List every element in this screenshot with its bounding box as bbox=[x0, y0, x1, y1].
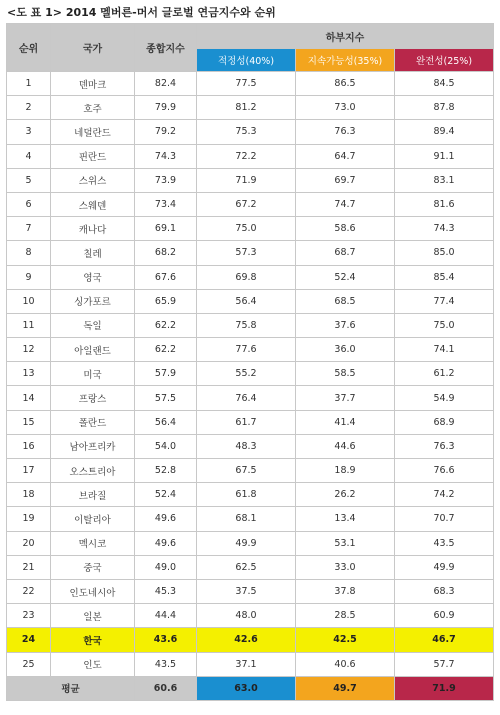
header-sub-index: 하부지수 bbox=[197, 24, 494, 49]
cell-sustainability: 13.4 bbox=[296, 507, 395, 531]
cell-sustainability: 41.4 bbox=[296, 410, 395, 434]
table-row bbox=[7, 241, 494, 265]
cell-integrity: 83.1 bbox=[395, 168, 494, 192]
cell-integrity: 74.2 bbox=[395, 483, 494, 507]
cell-rank: 5 bbox=[7, 168, 51, 192]
header-sustainability: 지속가능성(35%) bbox=[296, 49, 395, 72]
cell-sustainability: 64.7 bbox=[296, 144, 395, 168]
cell-country: 인도 bbox=[51, 652, 135, 676]
cell-total: 49.0 bbox=[135, 555, 197, 579]
cell-sustainability: 37.8 bbox=[296, 579, 395, 603]
cell-sustainability: 26.2 bbox=[296, 483, 395, 507]
cell-rank: 25 bbox=[7, 652, 51, 676]
table-row bbox=[7, 144, 494, 168]
cell-country: 핀란드 bbox=[51, 144, 135, 168]
header-adequacy: 적정성(40%) bbox=[197, 49, 296, 72]
cell-adequacy: 68.1 bbox=[197, 507, 296, 531]
cell-rank: 23 bbox=[7, 604, 51, 628]
table-row bbox=[7, 192, 494, 216]
cell-adequacy: 77.5 bbox=[197, 72, 296, 96]
cell-sustainability: 37.7 bbox=[296, 386, 395, 410]
cell-country: 덴마크 bbox=[51, 72, 135, 96]
cell-country: 폴란드 bbox=[51, 410, 135, 434]
cell-total: 62.2 bbox=[135, 338, 197, 362]
cell-country: 멕시코 bbox=[51, 531, 135, 555]
table-row bbox=[7, 483, 494, 507]
cell-sustainability: 42.5 bbox=[296, 628, 395, 652]
average-total: 60.6 bbox=[135, 676, 197, 700]
cell-rank: 17 bbox=[7, 459, 51, 483]
cell-total: 49.6 bbox=[135, 507, 197, 531]
cell-country: 캐나다 bbox=[51, 217, 135, 241]
cell-country: 네덜란드 bbox=[51, 120, 135, 144]
cell-sustainability: 74.7 bbox=[296, 192, 395, 216]
cell-country: 이탈리아 bbox=[51, 507, 135, 531]
cell-country: 중국 bbox=[51, 555, 135, 579]
cell-total: 57.5 bbox=[135, 386, 197, 410]
cell-adequacy: 62.5 bbox=[197, 555, 296, 579]
cell-country: 독일 bbox=[51, 313, 135, 337]
cell-integrity: 60.9 bbox=[395, 604, 494, 628]
cell-integrity: 68.3 bbox=[395, 579, 494, 603]
cell-total: 43.5 bbox=[135, 652, 197, 676]
cell-integrity: 75.0 bbox=[395, 313, 494, 337]
cell-rank: 15 bbox=[7, 410, 51, 434]
cell-integrity: 74.3 bbox=[395, 217, 494, 241]
cell-adequacy: 76.4 bbox=[197, 386, 296, 410]
cell-integrity: 85.0 bbox=[395, 241, 494, 265]
cell-total: 82.4 bbox=[135, 72, 197, 96]
cell-sustainability: 68.7 bbox=[296, 241, 395, 265]
cell-rank: 21 bbox=[7, 555, 51, 579]
cell-adequacy: 42.6 bbox=[197, 628, 296, 652]
table-row bbox=[7, 265, 494, 289]
cell-total: 67.6 bbox=[135, 265, 197, 289]
cell-rank: 24 bbox=[7, 628, 51, 652]
table-row bbox=[7, 168, 494, 192]
cell-rank: 11 bbox=[7, 313, 51, 337]
cell-sustainability: 86.5 bbox=[296, 72, 395, 96]
cell-sustainability: 18.9 bbox=[296, 459, 395, 483]
cell-total: 44.4 bbox=[135, 604, 197, 628]
cell-total: 79.2 bbox=[135, 120, 197, 144]
table-body bbox=[7, 72, 494, 677]
cell-country: 칠레 bbox=[51, 241, 135, 265]
cell-integrity: 76.3 bbox=[395, 434, 494, 458]
average-integrity: 71.9 bbox=[395, 676, 494, 700]
cell-adequacy: 61.7 bbox=[197, 410, 296, 434]
cell-sustainability: 28.5 bbox=[296, 604, 395, 628]
cell-rank: 14 bbox=[7, 386, 51, 410]
cell-rank: 20 bbox=[7, 531, 51, 555]
table-row bbox=[7, 459, 494, 483]
table-row bbox=[7, 410, 494, 434]
cell-total: 45.3 bbox=[135, 579, 197, 603]
header-total: 종합지수 bbox=[135, 24, 197, 72]
cell-integrity: 84.5 bbox=[395, 72, 494, 96]
cell-adequacy: 49.9 bbox=[197, 531, 296, 555]
cell-total: 69.1 bbox=[135, 217, 197, 241]
cell-sustainability: 33.0 bbox=[296, 555, 395, 579]
table-row bbox=[7, 386, 494, 410]
cell-adequacy: 81.2 bbox=[197, 96, 296, 120]
cell-integrity: 85.4 bbox=[395, 265, 494, 289]
cell-country: 프랑스 bbox=[51, 386, 135, 410]
cell-total: 79.9 bbox=[135, 96, 197, 120]
cell-sustainability: 58.5 bbox=[296, 362, 395, 386]
table-row bbox=[7, 434, 494, 458]
table-row bbox=[7, 652, 494, 676]
cell-adequacy: 72.2 bbox=[197, 144, 296, 168]
cell-total: 54.0 bbox=[135, 434, 197, 458]
cell-total: 65.9 bbox=[135, 289, 197, 313]
cell-total: 49.6 bbox=[135, 531, 197, 555]
cell-adequacy: 48.0 bbox=[197, 604, 296, 628]
cell-sustainability: 37.6 bbox=[296, 313, 395, 337]
table-row bbox=[7, 120, 494, 144]
cell-sustainability: 53.1 bbox=[296, 531, 395, 555]
cell-adequacy: 55.2 bbox=[197, 362, 296, 386]
cell-rank: 6 bbox=[7, 192, 51, 216]
cell-country: 호주 bbox=[51, 96, 135, 120]
cell-sustainability: 68.5 bbox=[296, 289, 395, 313]
cell-rank: 7 bbox=[7, 217, 51, 241]
cell-adequacy: 67.2 bbox=[197, 192, 296, 216]
cell-sustainability: 73.0 bbox=[296, 96, 395, 120]
cell-total: 52.8 bbox=[135, 459, 197, 483]
table-row bbox=[7, 96, 494, 120]
cell-integrity: 68.9 bbox=[395, 410, 494, 434]
cell-sustainability: 76.3 bbox=[296, 120, 395, 144]
cell-integrity: 74.1 bbox=[395, 338, 494, 362]
cell-total: 73.9 bbox=[135, 168, 197, 192]
cell-rank: 9 bbox=[7, 265, 51, 289]
cell-adequacy: 75.8 bbox=[197, 313, 296, 337]
cell-rank: 18 bbox=[7, 483, 51, 507]
cell-total: 62.2 bbox=[135, 313, 197, 337]
average-sustainability: 49.7 bbox=[296, 676, 395, 700]
cell-adequacy: 67.5 bbox=[197, 459, 296, 483]
cell-country: 스위스 bbox=[51, 168, 135, 192]
table-row bbox=[7, 72, 494, 96]
cell-integrity: 61.2 bbox=[395, 362, 494, 386]
cell-adequacy: 57.3 bbox=[197, 241, 296, 265]
cell-integrity: 87.8 bbox=[395, 96, 494, 120]
cell-total: 74.3 bbox=[135, 144, 197, 168]
average-adequacy: 63.0 bbox=[197, 676, 296, 700]
cell-integrity: 46.7 bbox=[395, 628, 494, 652]
cell-country: 미국 bbox=[51, 362, 135, 386]
cell-integrity: 70.7 bbox=[395, 507, 494, 531]
table-row-highlighted bbox=[7, 628, 494, 652]
cell-rank: 3 bbox=[7, 120, 51, 144]
cell-rank: 16 bbox=[7, 434, 51, 458]
cell-adequacy: 69.8 bbox=[197, 265, 296, 289]
cell-sustainability: 40.6 bbox=[296, 652, 395, 676]
table-row bbox=[7, 579, 494, 603]
cell-country: 아일랜드 bbox=[51, 338, 135, 362]
table-title: <도 표 1> 2014 멜버른-머서 글로벌 연금지수와 순위 bbox=[7, 6, 276, 19]
cell-adequacy: 71.9 bbox=[197, 168, 296, 192]
cell-rank: 8 bbox=[7, 241, 51, 265]
table-row bbox=[7, 531, 494, 555]
cell-rank: 4 bbox=[7, 144, 51, 168]
cell-country: 한국 bbox=[51, 628, 135, 652]
table-row bbox=[7, 338, 494, 362]
header-rank: 순위 bbox=[7, 24, 51, 72]
cell-integrity: 54.9 bbox=[395, 386, 494, 410]
cell-total: 43.6 bbox=[135, 628, 197, 652]
cell-country: 브라질 bbox=[51, 483, 135, 507]
cell-country: 일본 bbox=[51, 604, 135, 628]
cell-adequacy: 37.5 bbox=[197, 579, 296, 603]
cell-adequacy: 56.4 bbox=[197, 289, 296, 313]
cell-sustainability: 69.7 bbox=[296, 168, 395, 192]
cell-country: 인도네시아 bbox=[51, 579, 135, 603]
cell-rank: 22 bbox=[7, 579, 51, 603]
header-integrity: 완전성(25%) bbox=[395, 49, 494, 72]
cell-integrity: 89.4 bbox=[395, 120, 494, 144]
cell-integrity: 81.6 bbox=[395, 192, 494, 216]
cell-adequacy: 75.3 bbox=[197, 120, 296, 144]
table-row bbox=[7, 507, 494, 531]
cell-integrity: 77.4 bbox=[395, 289, 494, 313]
table-row bbox=[7, 313, 494, 337]
cell-adequacy: 48.3 bbox=[197, 434, 296, 458]
cell-adequacy: 37.1 bbox=[197, 652, 296, 676]
cell-sustainability: 52.4 bbox=[296, 265, 395, 289]
cell-country: 남아프리카 bbox=[51, 434, 135, 458]
cell-integrity: 91.1 bbox=[395, 144, 494, 168]
cell-country: 스웨덴 bbox=[51, 192, 135, 216]
cell-adequacy: 61.8 bbox=[197, 483, 296, 507]
cell-country: 싱가포르 bbox=[51, 289, 135, 313]
table-row bbox=[7, 604, 494, 628]
average-label: 평균 bbox=[7, 676, 135, 700]
table-row bbox=[7, 289, 494, 313]
table-row bbox=[7, 217, 494, 241]
cell-total: 57.9 bbox=[135, 362, 197, 386]
cell-total: 73.4 bbox=[135, 192, 197, 216]
cell-sustainability: 36.0 bbox=[296, 338, 395, 362]
cell-rank: 1 bbox=[7, 72, 51, 96]
table-row bbox=[7, 555, 494, 579]
cell-integrity: 49.9 bbox=[395, 555, 494, 579]
cell-rank: 2 bbox=[7, 96, 51, 120]
average-row bbox=[7, 676, 494, 700]
table-row bbox=[7, 362, 494, 386]
cell-country: 오스트리아 bbox=[51, 459, 135, 483]
cell-integrity: 57.7 bbox=[395, 652, 494, 676]
cell-rank: 19 bbox=[7, 507, 51, 531]
cell-adequacy: 77.6 bbox=[197, 338, 296, 362]
cell-total: 52.4 bbox=[135, 483, 197, 507]
pension-index-table bbox=[6, 23, 494, 701]
cell-integrity: 43.5 bbox=[395, 531, 494, 555]
cell-sustainability: 44.6 bbox=[296, 434, 395, 458]
cell-sustainability: 58.6 bbox=[296, 217, 395, 241]
cell-integrity: 76.6 bbox=[395, 459, 494, 483]
cell-total: 56.4 bbox=[135, 410, 197, 434]
cell-rank: 13 bbox=[7, 362, 51, 386]
cell-rank: 10 bbox=[7, 289, 51, 313]
header-country: 국가 bbox=[51, 24, 135, 72]
cell-adequacy: 75.0 bbox=[197, 217, 296, 241]
cell-country: 영국 bbox=[51, 265, 135, 289]
cell-rank: 12 bbox=[7, 338, 51, 362]
cell-total: 68.2 bbox=[135, 241, 197, 265]
